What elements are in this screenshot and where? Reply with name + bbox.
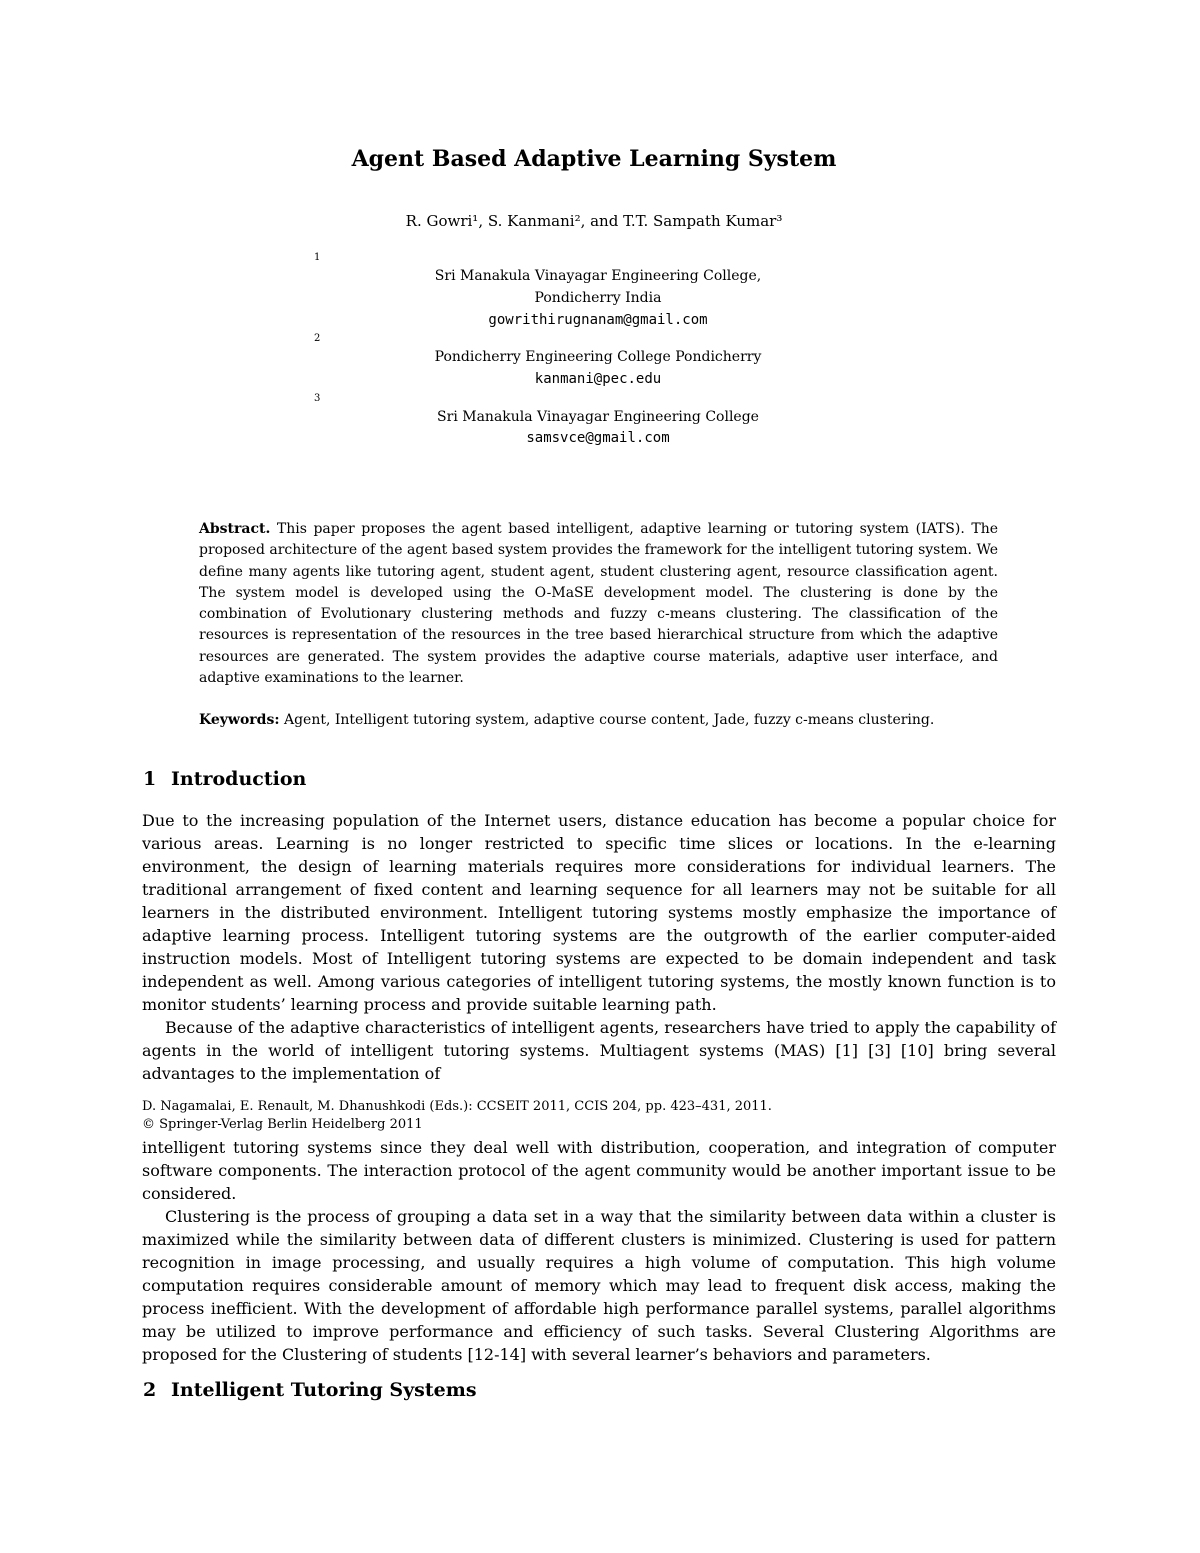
footer-citation: D. Nagamalai, E. Renault, M. Dhanushkodi (Eds.): CCSEIT 2011, CCIS 204, pp. 423–431, 2011. xyxy=(142,1099,772,1114)
abstract xyxy=(199,519,998,689)
author-list: R. Gowri¹, S. Kanmani², and T.T. Sampath Kumar³ xyxy=(405,212,783,230)
section-1-paragraph-1: Due to the increasing population of the Internet users, distance education has become a popular choice for various areas. Learning is no longer restricted to specific time slices or locations. In the e-learning environment, the design of learning materials requires more considerations for individual learners. The traditional arrangement of fixed content and learning sequence for all learners may not be suitable for all learners in the distributed environment. Intelligent tutoring systems mostly emphasize the importance of adaptive learning process. Intelligent tutoring systems are the outgrowth of the earlier computer-aided instruction models. Most of Intelligent tutoring systems are expected to be domain independent and task independent as well. Among various categories of intelligent tutoring systems, the mostly known function is to monitor students’ learning process and provide suitable learning path. xyxy=(142,811,1056,1014)
affiliation-number-3: 3 xyxy=(314,393,321,404)
affiliation-3-line-1: Sri Manakula Vinayagar Engineering College xyxy=(437,409,759,425)
affiliation-1-line-1: Sri Manakula Vinayagar Engineering College, xyxy=(434,268,762,284)
paper-title: Agent Based Adaptive Learning System xyxy=(351,146,837,172)
footer-copyright: © Springer-Verlag Berlin Heidelberg 2011 xyxy=(142,1117,423,1132)
affiliation-number-1: 1 xyxy=(314,252,321,263)
keywords xyxy=(199,710,998,731)
section-2-heading xyxy=(143,1379,477,1401)
keywords-text: Agent, Intelligent tutoring system, adaptive course content, Jade, fuzzy c-means clustering. xyxy=(283,712,935,728)
continuation-body xyxy=(142,1136,1056,1366)
section-1-paragraph-2: Because of the adaptive characteristics of intelligent agents, researchers have tried to apply the capability of agents in the world of intelligent tutoring systems. Multiagent systems (MAS) [1] [3] [10] bring several advantages to the implementation of xyxy=(142,1018,1056,1083)
section-2-title: Intelligent Tutoring Systems xyxy=(171,1379,477,1401)
affiliation-number-2: 2 xyxy=(314,333,321,344)
continuation-paragraph-1: intelligent tutoring systems since they deal well with distribution, cooperation, and integration of computer software components. The interaction protocol of the agent community would be another important issue to be considered. xyxy=(142,1138,1056,1203)
affiliation-2-email: kanmani@pec.edu xyxy=(534,371,662,387)
section-1-heading xyxy=(143,768,306,790)
abstract-label: Abstract. xyxy=(199,521,271,537)
section-1-body xyxy=(142,809,1056,1085)
affiliation-1-email: gowrithirugnanam@gmail.com xyxy=(488,312,708,328)
section-1-number: 1 xyxy=(143,768,157,790)
section-2-number: 2 xyxy=(143,1379,157,1401)
keywords-label: Keywords: xyxy=(199,712,280,728)
affiliation-2-line-1: Pondicherry Engineering College Pondicherry xyxy=(434,349,762,365)
section-1-title: Introduction xyxy=(171,768,307,790)
affiliation-1-line-2: Pondicherry India xyxy=(534,290,662,306)
continuation-paragraph-2: Clustering is the process of grouping a data set in a way that the similarity between data within a cluster is maximized while the similarity between data of different clusters is minimized. Clustering is used for pattern recognition in image processing, and usually requires a high volume of computation. This high volume computation requires considerable amount of memory which may lead to frequent disk access, making the process inefficient. With the development of affordable high performance parallel systems, parallel algorithms may be utilized to improve performance and efficiency of such tasks. Several Clustering Algorithms are proposed for the Clustering of students [12-14] with several learner’s behaviors and parameters. xyxy=(142,1207,1056,1364)
affiliation-3-email: samsvce@gmail.com xyxy=(526,430,670,446)
abstract-text: This paper proposes the agent based intelligent, adaptive learning or tutoring system (IATS). The proposed architecture of the agent based system provides the framework for the intelligent tutoring system. We define many agents like tutoring agent, student agent, student clustering agent, resource classification agent. The system model is developed using the O-MaSE development model. The clustering is done by the combination of Evolutionary clustering methods and fuzzy c-means clustering. The classification of the resources is representation of the resources in the tree based hierarchical structure from which the adaptive resources are generated. The system provides the adaptive course materials, adaptive user interface, and adaptive examinations to the learner. xyxy=(199,521,999,687)
